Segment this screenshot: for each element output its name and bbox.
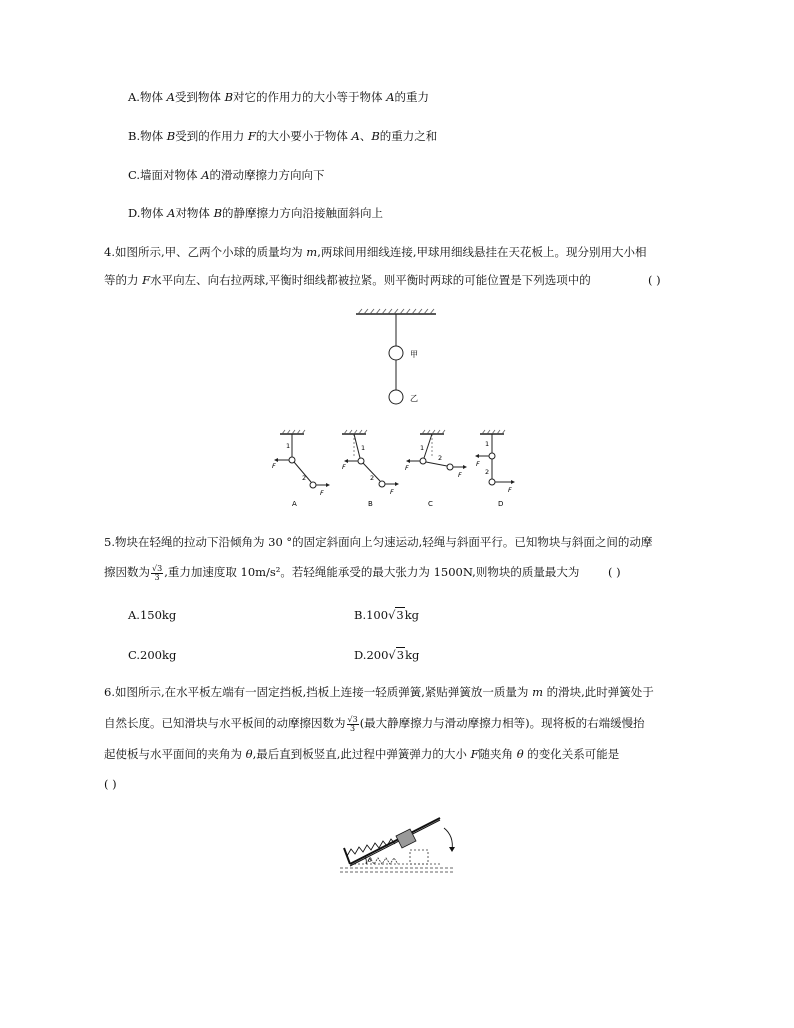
svg-text:1: 1 [361, 444, 366, 452]
option-b-label: B [368, 500, 373, 508]
svg-text:1: 1 [485, 440, 490, 448]
q5-stem-line1: 5.物块在轻绳的拉动下沿倾角为 30 °的固定斜面向上匀速运动,轻绳与斜面平行。已知物块与斜面之间的动摩 [104, 535, 653, 549]
q5-option-d: D.200√3kg [354, 648, 420, 662]
svg-text:F: F [342, 463, 346, 471]
svg-text:2: 2 [438, 454, 443, 462]
ball-yi [389, 390, 403, 404]
svg-text:2: 2 [485, 468, 490, 476]
option-c-figure [405, 430, 467, 508]
svg-text:1: 1 [420, 444, 425, 452]
q5-option-b: B.100√3kg [354, 608, 420, 622]
q6-stem-line2: 自然长度。已知滑块与水平板间的动摩擦因数为 $\frac{√3}{3}$ (最大静摩擦力与滑动摩擦力相等)。现将板的右端缓慢抬 [104, 714, 645, 733]
angle-label: θ [368, 857, 372, 864]
svg-text:1: 1 [286, 442, 291, 450]
q3-option-b: B.物体 B受到的作用力 F的大小要小于物体 A、B的重力之和 [128, 129, 438, 143]
svg-text:F: F [390, 488, 394, 496]
q5-fraction: $\frac{√3}{3}$ [152, 563, 163, 582]
option-b-figure [342, 430, 399, 508]
label-yi: 乙 [410, 394, 418, 403]
svg-text:F: F [508, 486, 512, 494]
option-c-label: C [428, 500, 433, 508]
q4-figure-options [262, 428, 532, 510]
block-initial-dashed [410, 850, 428, 864]
q5-answer-bracket: ( ) [608, 565, 621, 579]
svg-text:F: F [476, 460, 480, 468]
q3-option-a: A.物体 A受到物体 B对它的作用力的大小等于物体 A的重力 [128, 90, 430, 104]
svg-text:F: F [320, 489, 324, 497]
q5-stem-line2: 擦因数为 $\frac{√3}{3}$ ,重力加速度取 10m/s²。若轻绳能承受的最大张力为 1500N,则物块的质量最大为 [104, 563, 580, 582]
q3-option-c: C.墙面对物体 A的滑动摩擦力方向向下 [128, 168, 325, 182]
svg-text:F: F [405, 464, 409, 472]
option-d-label: D [498, 500, 504, 508]
svg-text:F: F [458, 471, 462, 479]
rotation-arrow [444, 828, 452, 850]
option-d-figure [475, 430, 515, 508]
svg-text:2: 2 [370, 474, 375, 482]
q6-answer-bracket: ( ) [104, 777, 117, 791]
q4-figure-top [340, 306, 460, 410]
q4-stem-line2: 等的力 F水平向左、向右拉两球,平衡时细线都被拉紧。则平衡时两球的可能位置是下列选项中的 [104, 273, 591, 287]
inclined-board [350, 818, 440, 864]
label-jia: 甲 [410, 350, 418, 359]
q5-option-c: C.200kg [128, 648, 177, 662]
q6-figure [336, 810, 460, 880]
option-a-figure [272, 430, 330, 508]
svg-text:2: 2 [302, 474, 307, 482]
option-a-label: A [292, 500, 297, 508]
q6-stem-line1: 6.如图所示,在水平板左端有一固定挡板,挡板上连接一轻质弹簧,紧贴弹簧放一质量为 m 的滑块,此时弹簧处于 [104, 685, 654, 699]
svg-text:F: F [272, 462, 276, 470]
q4-stem-line1: 4.如图所示,甲、乙两个小球的质量均为 m,两球间用细线连接,甲球用细线悬挂在天花板上。现分别用大小相 [104, 245, 647, 259]
q3-option-d: D.物体 A对物体 B的静摩擦力方向沿接触面斜向上 [128, 206, 384, 220]
q6-stem-line3: 起使板与水平面间的夹角为 θ,最后直到板竖直,此过程中弹簧弹力的大小 F随夹角 θ 的变化关系可能是 [104, 747, 620, 761]
q6-fraction: $\frac{√3}{3}$ [347, 714, 358, 733]
q5-option-a: A.150kg [128, 608, 177, 622]
ball-jia [389, 346, 403, 360]
q4-answer-bracket: ( ) [648, 273, 661, 287]
